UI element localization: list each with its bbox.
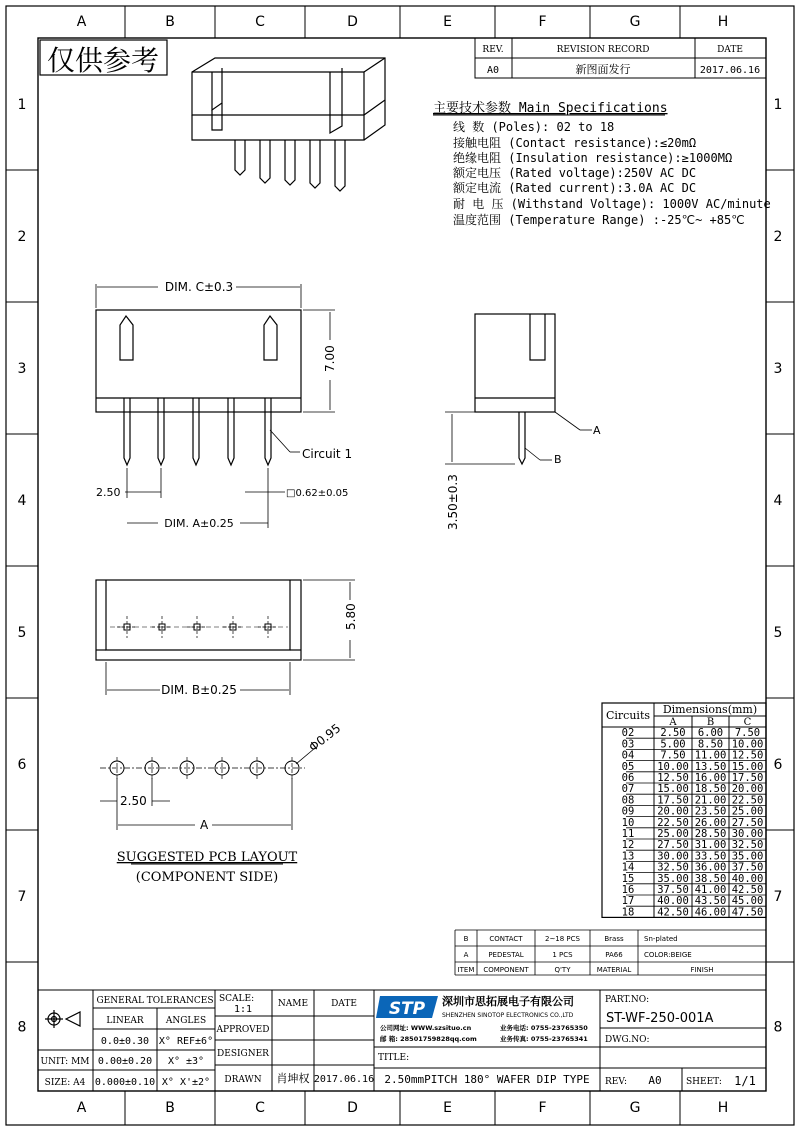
tol-angle: X° X'±2° — [161, 1077, 211, 1088]
pcb-caption-title: SUGGESTED PCB LAYOUT — [116, 850, 298, 865]
dim-a-value: 7.50 — [660, 749, 686, 762]
dim-b-value: 46.00 — [694, 906, 727, 919]
rev-row-record: 新图面发行 — [575, 63, 631, 76]
bom-cell: Brass — [604, 935, 624, 943]
name-header: NAME — [277, 999, 309, 1009]
zone-row-label: 2 — [773, 229, 783, 245]
general-tolerances-label: GENERAL TOLERANCES — [96, 996, 214, 1006]
tol-angle: X° ±3° — [167, 1056, 205, 1067]
top-view — [96, 580, 301, 660]
bom-header: ITEM — [457, 966, 475, 974]
dim-b-value: 38.50 — [694, 872, 727, 885]
dimension-table — [602, 703, 766, 918]
dim-b-value: 41.00 — [694, 884, 727, 896]
pcb-holes — [100, 757, 305, 779]
dim-c-value: 12.50 — [731, 749, 764, 762]
height-35-label: 3.50±0.3 — [446, 474, 460, 530]
circuit-count: 07 — [621, 783, 635, 796]
dim-a-value: 42.50 — [657, 906, 689, 919]
zone-column-label: H — [717, 14, 729, 30]
dim-a-value: 37.50 — [657, 884, 689, 896]
top-view-pins — [110, 616, 288, 638]
approved-label: APPROVED — [216, 1025, 270, 1035]
dim-c-value: 35.00 — [731, 850, 764, 863]
dim-b-value: 28.50 — [694, 828, 727, 840]
rev-label: REV: — [605, 1077, 627, 1087]
tol-linear: 0.00±0.20 — [97, 1056, 153, 1067]
circuit-count: 16 — [621, 884, 635, 896]
spec-line: 额定电压 (Rated voltage):250V AC DC — [453, 166, 697, 180]
circuit1-label: Circuit 1 — [302, 447, 353, 461]
bom-table — [455, 930, 766, 975]
circuits-header: Circuits — [605, 709, 651, 722]
pitch-label: 2.50 — [96, 486, 121, 499]
inner-frame — [38, 38, 766, 1091]
circuit-count: 12 — [621, 839, 635, 852]
dim-b-value: 23.50 — [694, 805, 727, 818]
dim-a-value: 12.50 — [657, 772, 689, 784]
tol-angle: X° REF±6° — [158, 1036, 214, 1047]
dim-c-value: 20.00 — [731, 783, 764, 796]
drawing-title: 2.50mmPITCH 180° WAFER DIP TYPE — [384, 1073, 590, 1086]
company-tel: 业务电话: 0755-23765350 — [500, 1024, 588, 1032]
zone-row-label: 1 — [17, 97, 27, 113]
dim-c-value: 7.50 — [734, 727, 761, 740]
dim-a-value: 25.00 — [657, 828, 689, 840]
spec-line: 接触电阻 (Contact resistance):≤20mΩ — [453, 136, 697, 150]
dim-b-value: 13.50 — [694, 760, 727, 773]
dim-a-value: 40.00 — [657, 895, 689, 908]
dwg-no-label: DWG.NO: — [605, 1035, 650, 1045]
company-fax: 业务传真: 0755-23765341 — [500, 1035, 588, 1043]
tol-linear: 0.000±0.10 — [94, 1077, 156, 1088]
bom-cell: COLOR:BEIGE — [644, 951, 692, 959]
spec-line: 温度范围 (Temperature Range) :-25℃~ +85℃ — [453, 213, 745, 227]
pin-size-label: □0.62±0.05 — [286, 488, 349, 499]
rev-header-date: DATE — [717, 45, 743, 55]
dim-a-value: 20.00 — [657, 805, 689, 818]
scale-label: SCALE: — [219, 994, 255, 1004]
zone-row-label: 5 — [773, 625, 783, 641]
zone-row-label: 5 — [17, 625, 27, 641]
company-mail: 邮 箱: 28501759828qq.com — [380, 1035, 477, 1043]
zone-column-label: E — [443, 14, 452, 30]
projection-symbol-icon — [45, 1010, 80, 1028]
dim-a-value: 15.00 — [657, 783, 689, 796]
zone-row-label: 7 — [17, 889, 27, 905]
company-logo-icon — [376, 996, 438, 1019]
rev-row-rev: A0 — [486, 65, 500, 76]
zone-column-label: A — [76, 14, 87, 30]
zone-row-label: 6 — [17, 757, 27, 773]
dim-c-value: 15.00 — [731, 760, 764, 773]
part-no: ST-WF-250-001A — [606, 1011, 714, 1026]
circuit-count: 14 — [621, 861, 635, 874]
spec-line: 额定电流 (Rated current):3.0A AC DC — [453, 181, 697, 195]
zone-row-label: 8 — [17, 1019, 27, 1036]
top-view-dimensions — [106, 580, 355, 695]
size-label: SIZE: A4 — [44, 1078, 86, 1088]
bom-header: COMPONENT — [483, 966, 529, 974]
linear-label: LINEAR — [106, 1016, 144, 1026]
dim-c-value: 32.50 — [731, 839, 764, 852]
circuit-count: 18 — [621, 906, 635, 919]
drawn-date: 2017.06.16 — [313, 1074, 375, 1085]
zone-column-label: E — [443, 1100, 452, 1116]
circuit-count: 02 — [621, 727, 635, 740]
dim-b-value: 26.00 — [694, 816, 727, 829]
circuit-count: 06 — [621, 772, 635, 784]
pcb-pitch-label: 2.50 — [120, 794, 147, 808]
zone-row-label: 3 — [773, 361, 783, 377]
unit-label: UNIT: MM — [40, 1057, 90, 1067]
stamp-text: 仅供参考 — [46, 44, 160, 77]
svg-text:STP: STP — [388, 999, 426, 1019]
dim-b-value: 36.00 — [694, 861, 727, 874]
height-7-label: 7.00 — [323, 345, 337, 372]
circuit-count: 13 — [621, 850, 635, 863]
spec-line: 耐 电 压 (Withstand Voltage): 1000V AC/minute — [453, 197, 771, 211]
dim-b-value: 8.50 — [697, 738, 724, 751]
circuit-count: 09 — [621, 805, 635, 818]
circuit-count: 05 — [621, 760, 635, 773]
company-en: SHENZHEN SINOTOP ELECTRONICS CO.,LTD — [442, 1012, 574, 1019]
bom-cell: A — [463, 951, 469, 959]
bom-cell: Sn-plated — [644, 935, 678, 943]
side-label-a: A — [593, 424, 601, 437]
dim-c-value: 37.50 — [731, 861, 764, 874]
zone-column-label: C — [255, 1100, 265, 1116]
designer-label: DESIGNER — [217, 1049, 269, 1059]
zone-column-label: B — [165, 14, 175, 30]
zone-column-label: B — [165, 1100, 175, 1116]
circuit-count: 15 — [621, 872, 635, 885]
side-label-b: B — [554, 453, 562, 466]
company-web: 公司网址: WWW.szsituo.cn — [380, 1024, 472, 1032]
zone-column-label: H — [717, 1100, 729, 1116]
dim-c-value: 45.00 — [731, 895, 764, 908]
zone-column-label: D — [347, 1100, 358, 1116]
tol-linear: 0.0±0.30 — [100, 1036, 150, 1047]
dim-a-label: DIM. A±0.25 — [164, 517, 234, 530]
dim-a-value: 30.00 — [657, 850, 689, 863]
pcb-a-label: A — [200, 818, 209, 832]
dim-b-value: 16.00 — [694, 772, 727, 784]
zone-row-label: 1 — [773, 97, 783, 113]
dim-a-value: 2.50 — [660, 727, 686, 740]
zone-row-label: 3 — [17, 361, 27, 377]
dim-b-value: 31.00 — [694, 839, 727, 852]
bom-cell: 1 PCS — [552, 951, 573, 959]
dim-c-value: 25.00 — [731, 805, 764, 818]
bom-cell: PEDESTAL — [488, 951, 524, 959]
dim-a-value: 10.00 — [657, 760, 689, 773]
dim-col-header: C — [743, 717, 752, 728]
dim-c-value: 30.00 — [731, 828, 764, 840]
dim-col-header: A — [669, 717, 677, 728]
bom-header: MATERIAL — [596, 966, 632, 974]
dim-b-value: 6.00 — [697, 727, 724, 740]
connector-isometric — [192, 58, 385, 191]
dim-c-label: DIM. C±0.3 — [164, 280, 234, 294]
dim-b-value: 33.50 — [694, 850, 727, 863]
dim-a-value: 17.50 — [657, 794, 689, 807]
zone-row-label: 4 — [17, 493, 27, 509]
front-view — [96, 310, 301, 465]
zone-column-label: C — [255, 14, 265, 30]
zone-column-label: G — [629, 1100, 641, 1116]
zone-row-label: 7 — [773, 889, 783, 905]
sheet-value: 1/1 — [734, 1074, 756, 1088]
drawn-name: 肖坤权 — [276, 1072, 310, 1085]
bom-cell: CONTACT — [489, 935, 523, 943]
dim-b-value: 21.00 — [694, 794, 727, 807]
angles-label: ANGLES — [165, 1016, 207, 1026]
dim-c-value: 47.50 — [731, 906, 764, 919]
dim-c-value: 42.50 — [731, 884, 764, 896]
zone-row-label: 8 — [773, 1019, 783, 1036]
dim-b-value: 18.50 — [694, 783, 727, 796]
zone-row-label: 2 — [17, 229, 27, 245]
height-58-label: 5.80 — [344, 603, 358, 630]
zone-row-label: 4 — [773, 493, 783, 509]
bom-cell: B — [463, 935, 469, 943]
pcb-caption-subtitle: (COMPONENT SIDE) — [135, 870, 279, 885]
spec-line: 绝缘电阻 (Insulation resistance):≥1000MΩ — [453, 151, 733, 165]
circuit-count: 17 — [621, 895, 635, 908]
dim-c-value: 40.00 — [731, 872, 764, 885]
zone-column-label: F — [538, 14, 547, 30]
rev-value: A0 — [648, 1074, 662, 1087]
drawn-label: DRAWN — [224, 1075, 262, 1085]
circuit-count: 08 — [621, 794, 635, 807]
dim-b-value: 11.00 — [694, 749, 727, 762]
rev-header-record: REVISION RECORD — [556, 45, 650, 55]
zone-row-label: 6 — [773, 757, 783, 773]
bom-cell: PA66 — [605, 951, 623, 959]
company-cn: 深圳市思拓展电子有限公司 — [442, 995, 574, 1008]
circuit-count: 10 — [621, 816, 635, 829]
dim-b-label: DIM. B±0.25 — [161, 683, 237, 697]
bom-cell: 2~18 PCS — [544, 935, 581, 943]
bom-header: FINISH — [690, 966, 714, 974]
dim-b-value: 43.50 — [694, 895, 727, 908]
dim-a-value: 5.00 — [660, 738, 686, 751]
circuit-count: 04 — [621, 749, 635, 762]
zone-column-label: F — [538, 1100, 547, 1116]
dim-c-value: 17.50 — [731, 772, 764, 784]
dim-a-value: 35.00 — [657, 872, 689, 885]
dimensions-header: Dimensions(mm) — [662, 703, 758, 716]
spec-title: 主要技术参数 Main Specifications — [433, 101, 668, 116]
zone-column-label: D — [347, 14, 358, 30]
zone-column-label: G — [629, 14, 641, 30]
dim-a-value: 22.50 — [657, 816, 689, 829]
dim-c-value: 22.50 — [731, 794, 764, 807]
dim-col-header: B — [706, 717, 715, 728]
circuit-count: 11 — [621, 828, 635, 840]
part-no-label: PART.NO: — [605, 995, 650, 1005]
side-view — [475, 314, 555, 464]
spec-line: 线 数 (Poles): 02 to 18 — [453, 120, 615, 134]
rev-row-date: 2017.06.16 — [699, 65, 761, 76]
scale-value: 1:1 — [233, 1004, 253, 1015]
zone-column-label: A — [76, 1100, 87, 1116]
circuit-count: 03 — [621, 738, 635, 751]
rev-header-rev: REV. — [482, 45, 504, 55]
title-label: TITLE: — [378, 1053, 410, 1063]
dim-a-value: 27.50 — [657, 839, 689, 852]
sheet-label: SHEET: — [686, 1077, 722, 1087]
date-header: DATE — [331, 999, 357, 1009]
bom-header: Q'TY — [554, 966, 571, 974]
dim-c-value: 27.50 — [731, 816, 764, 829]
dim-a-value: 32.50 — [657, 861, 689, 874]
dim-c-value: 10.00 — [731, 738, 764, 751]
hole-dia-label: Φ0.95 — [306, 721, 344, 755]
